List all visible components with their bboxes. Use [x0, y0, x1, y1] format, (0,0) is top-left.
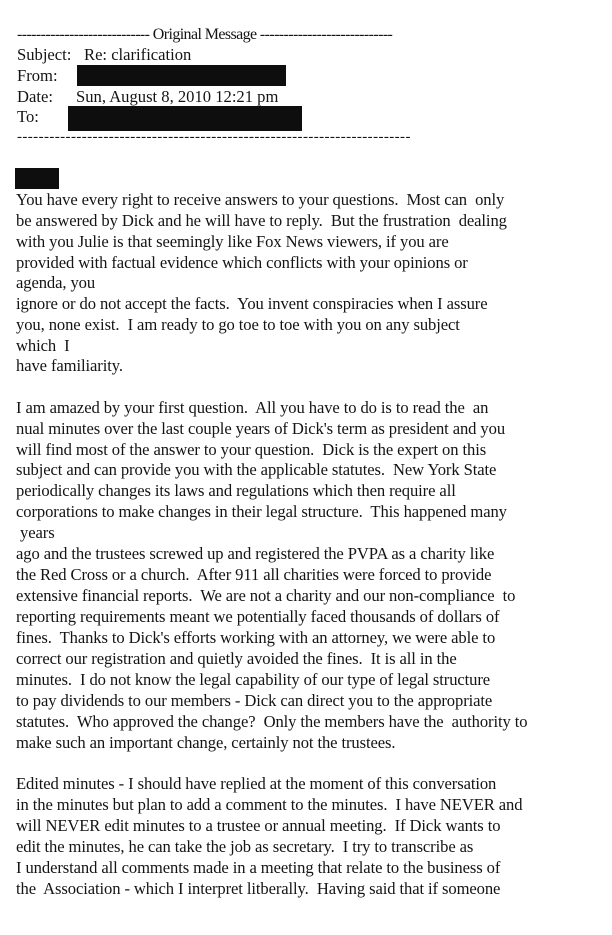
paragraph-line: periodically changes its laws and regulations which then require all — [16, 481, 456, 500]
paragraph-line: will find most of the answer to your question. Dick is the expert on this — [16, 440, 487, 459]
header-divider: ------------------------------------------------------------------------- — [17, 129, 411, 145]
paragraph-line: You have every right to receive answers to your questions. Most can only — [16, 190, 505, 209]
paragraph-line: will NEVER edit minutes to a trustee or annual meeting. If Dick wants to — [16, 816, 501, 835]
paragraph-line: ago and the trustees screwed up and registered the PVPA as a charity like — [16, 544, 495, 563]
date-value: Sun, August 8, 2010 12:21 pm — [76, 87, 279, 106]
paragraph-line: to pay dividends to our members - Dick can direct you to the appropriate — [16, 691, 493, 710]
to-label: To: — [17, 107, 39, 126]
paragraph-line: you, none exist. I am ready to go toe to toe with you on any subject — [16, 315, 460, 334]
from-label: From: — [17, 66, 58, 85]
paragraph-line: correct our registration and quietly avoided the fines. It is all in the — [16, 649, 457, 668]
paragraph-line: nual minutes over the last couple years of Dick's term as president and you — [16, 419, 506, 438]
salutation-redaction — [15, 168, 59, 189]
paragraph-line: Edited minutes - I should have replied at the moment of this conversation — [16, 774, 497, 793]
subject-label: Subject: — [17, 45, 72, 64]
paragraph-line: the Red Cross or a church. After 911 all charities were forced to provide — [16, 565, 492, 584]
paragraph-line: years — [16, 523, 55, 542]
paragraph-line: extensive financial reports. We are not a charity and our non-compliance to — [16, 586, 516, 605]
paragraph-line: I am amazed by your first question. All you have to do is to read the an — [16, 398, 489, 417]
paragraph-line: agenda, you — [16, 273, 96, 292]
paragraph-line: fines. Thanks to Dick's efforts working with an attorney, we were able to — [16, 628, 496, 647]
paragraph-line: corporations to make changes in their legal structure. This happened many — [16, 502, 507, 521]
paragraph-line: the Association - which I interpret litberally. Having said that if someone — [16, 879, 501, 898]
from-redaction — [77, 65, 286, 86]
paragraph-line: in the minutes but plan to add a comment to the minutes. I have NEVER and — [16, 795, 523, 814]
paragraph-line: have familiarity. — [16, 356, 123, 375]
original-message-header: ---------------------------- Original Message ---------------------------- — [17, 26, 393, 43]
paragraph-line: with you Julie is that seemingly like Fox News viewers, if you are — [16, 232, 449, 251]
paragraph-line: ignore or do not accept the facts. You invent conspiracies when I assure — [16, 294, 488, 313]
paragraph-line: I understand all comments made in a meeting that relate to the business of — [16, 858, 501, 877]
paragraph-line: minutes. I do not know the legal capability of our type of legal structure — [16, 670, 491, 689]
paragraph-line: statutes. Who approved the change? Only the members have the authority to — [16, 712, 528, 731]
to-redaction — [68, 106, 302, 131]
paragraph-line: edit the minutes, he can take the job as secretary. I try to transcribe as — [16, 837, 474, 856]
paragraph-line: subject and can provide you with the applicable statutes. New York State — [16, 460, 497, 479]
paragraph-line: provided with factual evidence which conflicts with your opinions or — [16, 253, 468, 272]
paragraph-line: make such an important change, certainly not the trustees. — [16, 733, 396, 752]
paragraph-line: which I — [16, 336, 70, 355]
date-label: Date: — [17, 87, 53, 106]
paragraph-line: reporting requirements meant we potentially faced thousands of dollars of — [16, 607, 500, 626]
subject-value: Re: clarification — [84, 45, 192, 64]
paragraph-line: be answered by Dick and he will have to reply. But the frustration dealing — [16, 211, 507, 230]
